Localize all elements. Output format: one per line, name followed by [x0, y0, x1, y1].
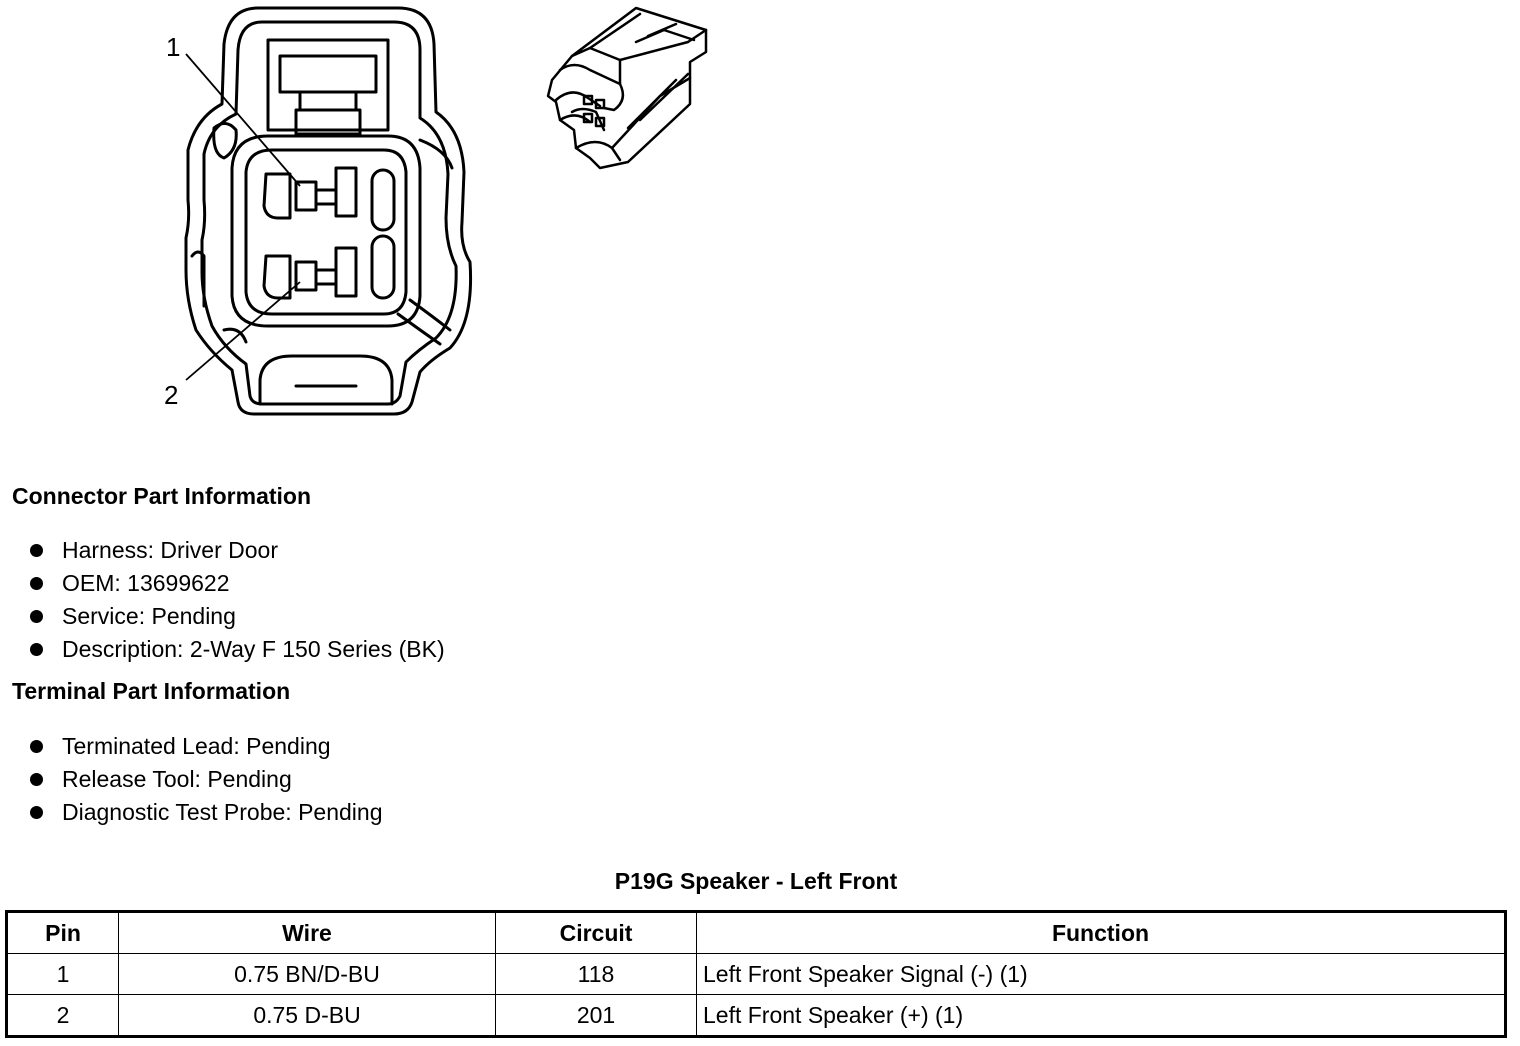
- circuit-cell: 201: [496, 995, 697, 1037]
- bullet-icon: [30, 610, 43, 623]
- connector-part-info-heading: Connector Part Information: [12, 483, 312, 509]
- table-row: [7, 995, 1506, 1037]
- pinout-table: [5, 910, 1507, 1038]
- connector-oem-text: OEM: 13699622: [62, 570, 230, 596]
- bullet-icon: [30, 544, 43, 557]
- list-item: [30, 763, 383, 796]
- connector-description-text: Description: 2-Way F 150 Series (BK): [62, 636, 445, 662]
- function-cell: Left Front Speaker Signal (-) (1): [697, 954, 1506, 995]
- column-header-wire: Wire: [119, 912, 496, 954]
- pin-2-label: 2: [164, 380, 179, 410]
- list-item: [30, 730, 383, 763]
- connector-isometric-view: [548, 8, 706, 168]
- list-item: [30, 567, 445, 600]
- bullet-icon: [30, 740, 43, 753]
- table-header-row: [7, 912, 1506, 954]
- column-header-pin: Pin: [7, 912, 119, 954]
- column-header-circuit: Circuit: [496, 912, 697, 954]
- function-cell: Left Front Speaker (+) (1): [697, 995, 1506, 1037]
- circuit-cell: 118: [496, 954, 697, 995]
- connector-part-info-list: [30, 534, 445, 666]
- connector-housing-outline: [186, 8, 471, 414]
- pin-1-label: 1: [166, 32, 181, 62]
- list-item: [30, 534, 445, 567]
- bullet-icon: [30, 643, 43, 656]
- pin-cell: 1: [7, 954, 119, 995]
- connector-harness-text: Harness: Driver Door: [62, 537, 278, 563]
- wire-cell: 0.75 BN/D-BU: [119, 954, 496, 995]
- list-item: [30, 600, 445, 633]
- bullet-icon: [30, 773, 43, 786]
- bullet-icon: [30, 806, 43, 819]
- terminated-lead-text: Terminated Lead: Pending: [62, 733, 331, 759]
- release-tool-text: Release Tool: Pending: [62, 766, 292, 792]
- pin-cell: 2: [7, 995, 119, 1037]
- list-item: [30, 633, 445, 666]
- connector-service-text: Service: Pending: [62, 603, 236, 629]
- connector-diagram: [0, 0, 760, 440]
- table-title: P19G Speaker - Left Front: [614, 868, 898, 894]
- table-row: [7, 954, 1506, 995]
- diagnostic-probe-text: Diagnostic Test Probe: Pending: [62, 799, 383, 825]
- terminal-part-info-heading: Terminal Part Information: [12, 678, 291, 704]
- column-header-function: Function: [697, 912, 1506, 954]
- wire-cell: 0.75 D-BU: [119, 995, 496, 1037]
- terminal-part-info-list: [30, 730, 383, 829]
- list-item: [30, 796, 383, 829]
- bullet-icon: [30, 577, 43, 590]
